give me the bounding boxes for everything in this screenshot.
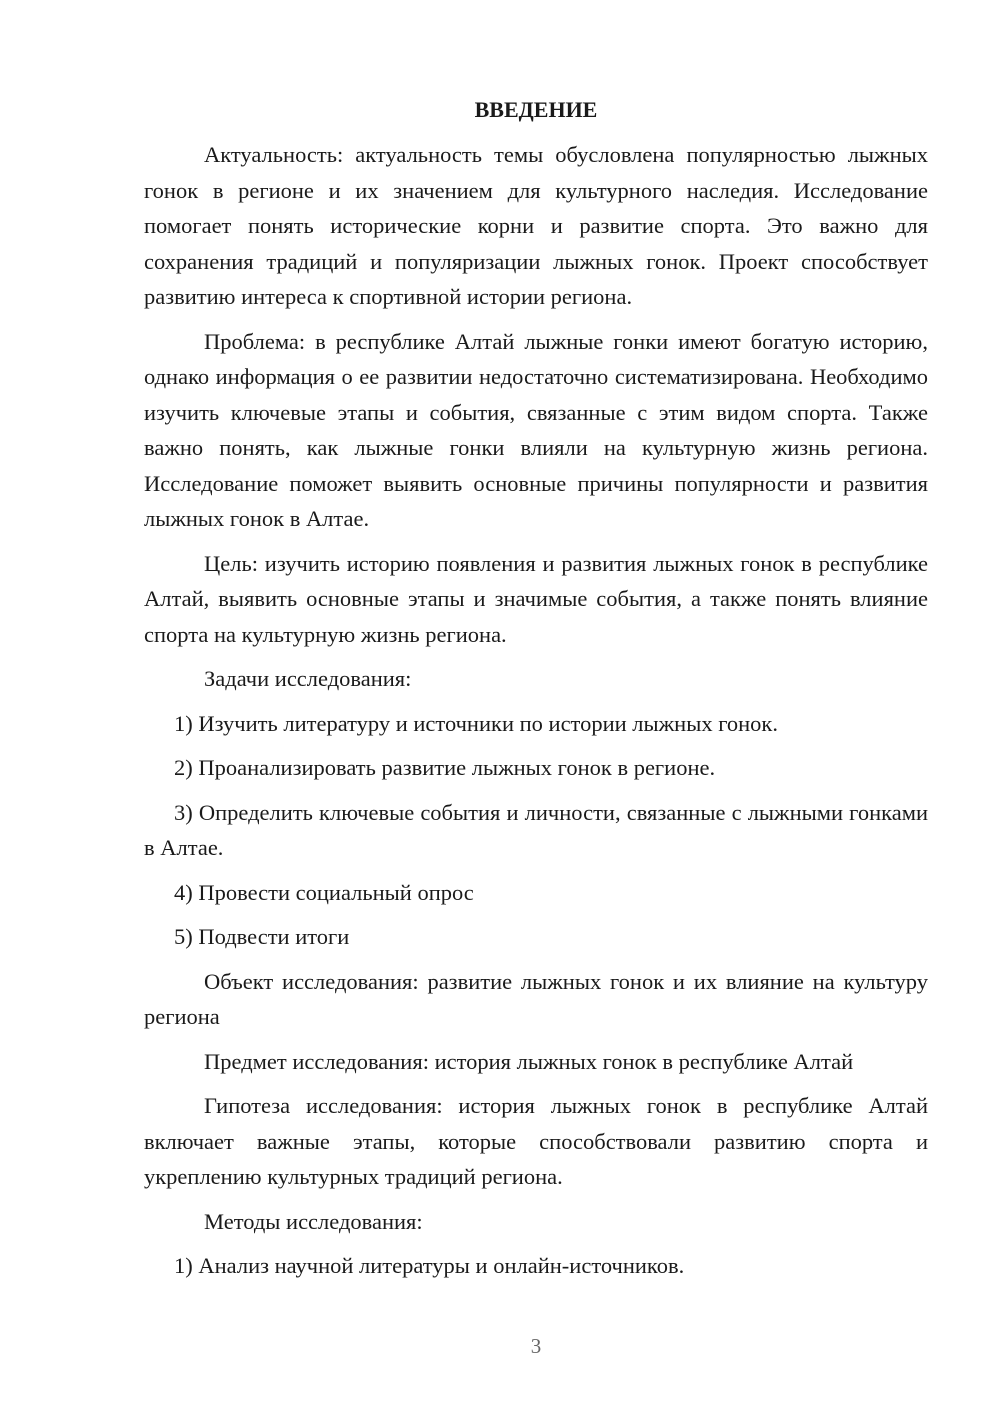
problem-paragraph: Проблема: в республике Алтай лыжные гонки имеют богатую историю, однако информация о ее развитии недостаточно систематизирована. Необходимо изучить ключевые этапы и события, связанные с этим видом спорта. Также важно понять, как лыжные гонки влияли на культурную жизнь региона. Исследование поможет выявить основные причины популярности и развития лыжных гонок в Алтае. [144,328,928,531]
tasks-heading: Задачи исследования: [204,666,412,691]
hypothesis-paragraph: Гипотеза исследования: история лыжных гонок в республике Алтай включает важные этапы, которые способствовали развитию спорта и укреплению культурных традиций региона. [144,1093,928,1189]
methods-heading: Методы исследования: [204,1208,423,1234]
object-paragraph: Объект исследования: развитие лыжных гонок и их влияние на культуру региона [144,968,928,1029]
task-item: 2) Проанализировать развитие лыжных гонок в регионе. [174,755,716,780]
section-title: ВВЕДЕНИЕ [474,97,598,122]
relevance-paragraph: Актуальность: актуальность темы обусловлена популярностью лыжных гонок в регионе и их значением для культурного наследия. Исследование помогает понять исторические корни и развитие спорта. Это важно для сохранения традиций и популяризации лыжных гонок. Проект способствует развитию интереса к спортивной истории региона. [144,142,928,309]
subject-paragraph: Предмет исследования: история лыжных гонок в республике Алтай [204,1048,854,1074]
task-item: 1) Изучить литературу и источники по истории лыжных гонок. [174,710,778,736]
page-content [144,95,928,1293]
goal-paragraph: Цель: изучить историю появления и развития лыжных гонок в республике Алтай, выявить основные этапы и значимые события, а также понять влияние спорта на культурную жизнь региона. [144,550,928,647]
page-number: 3 [530,1334,542,1358]
method-item: 1) Анализ научной литературы и онлайн-источников. [174,1253,685,1278]
task-item: 5) Подвести итоги [174,924,350,949]
task-item: 4) Провести социальный опрос [174,879,474,905]
task-item: 3) Определить ключевые события и личности, связанные с лыжными гонками в Алтае. [144,799,928,860]
